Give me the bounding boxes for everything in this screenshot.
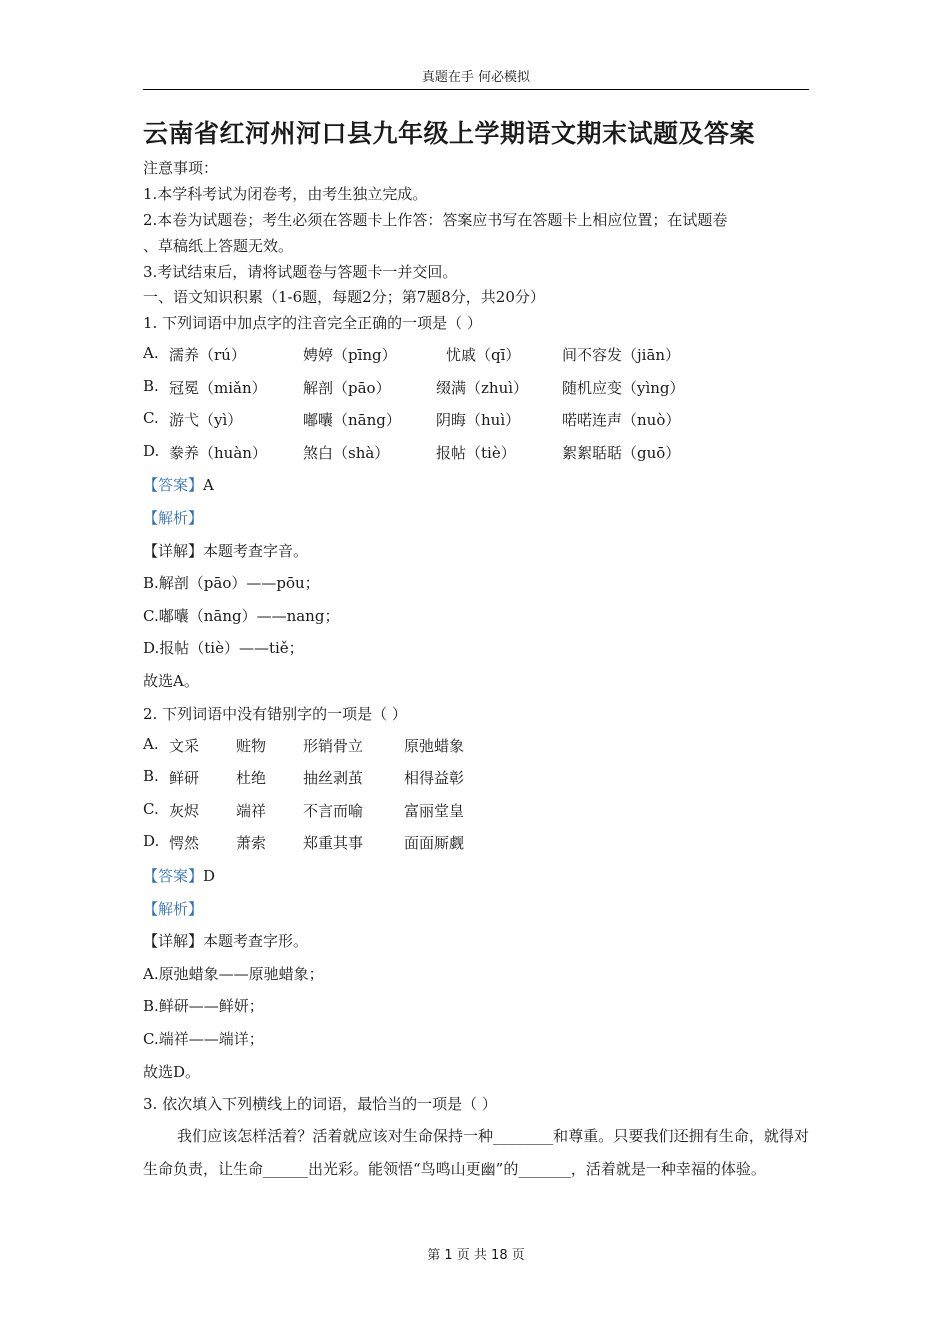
option-letter: B. [143, 377, 159, 395]
option-item: 杜绝 [236, 769, 267, 787]
q1-detail-b: B.解剖（pāo）——pōu； [143, 574, 320, 592]
option-item: 喏喏连声（nuò） [562, 411, 681, 429]
option-item: 富丽堂皇 [404, 802, 465, 820]
q2-option-a [143, 735, 809, 757]
page-footer: 第 1 页 共 18 页 [427, 1248, 525, 1263]
option-item: 濡养（rú） [169, 346, 246, 364]
q1-answer [143, 474, 214, 495]
option-item: 端祥 [236, 802, 267, 820]
q1-detail-c: C.嘟囔（nāng）——nang； [143, 607, 340, 625]
option-letter: D. [143, 442, 160, 460]
option-item: 抽丝剥茧 [303, 769, 364, 787]
option-item: 面面厮觑 [404, 834, 465, 852]
q2-stem: 2. 下列词语中没有错别字的一项是（ ） [143, 705, 407, 723]
option-item: 冠冕（miǎn） [169, 379, 267, 397]
option-item: 随机应变（yìng） [562, 379, 685, 397]
q3-stem: 3. 依次填入下列横线上的词语，最恰当的一项是（ ） [143, 1095, 497, 1113]
option-item: 赃物 [236, 737, 267, 755]
notes-label: 注意事项： [143, 159, 219, 177]
q1-analysis-tag: 【解析】 [143, 509, 204, 527]
q2-analysis-tag: 【解析】 [143, 900, 204, 918]
q2-option-d [143, 832, 809, 854]
option-item: 缀满（zhuì） [436, 379, 529, 397]
option-item: 文采 [169, 737, 200, 755]
q1-detail: 【详解】本题考查字音。 [143, 542, 309, 560]
option-item: 相得益彰 [404, 769, 465, 787]
q1-detail-d: D.报帖（tiè）——tiě； [143, 639, 304, 657]
q2-conclusion: 故选D。 [143, 1063, 201, 1081]
q1-conclusion: 故选A。 [143, 672, 199, 690]
option-item: 报帖（tiè） [436, 444, 516, 462]
header-divider [143, 89, 809, 90]
answer-value: D [203, 867, 216, 885]
option-item: 煞白（shà） [303, 444, 390, 462]
note-1: 1.本学科考试为闭卷考，由考生独立完成。 [143, 185, 428, 203]
option-item: 阴晦（huì） [436, 411, 521, 429]
note-2-line-2: 、草稿纸上答题无效。 [143, 237, 294, 255]
q2-answer [143, 865, 215, 886]
q1-option-c [143, 409, 809, 431]
section-heading: 一、语文知识积累（1-6题，每题2分；第7题8分，共20分） [143, 288, 545, 306]
q1-option-a [143, 344, 809, 366]
option-item: 絮絮聒聒（guō） [562, 444, 681, 462]
option-item: 萧索 [236, 834, 267, 852]
option-item: 郑重其事 [303, 834, 364, 852]
option-item: 灰烬 [169, 802, 200, 820]
option-item: 形销骨立 [303, 737, 364, 755]
option-item: 娉婷（pīng） [303, 346, 397, 364]
note-3: 3.考试结束后，请将试题卷与答题卡一并交回。 [143, 263, 458, 281]
option-item: 解剖（pāo） [303, 379, 391, 397]
option-item: 原弛蜡象 [404, 737, 465, 755]
option-letter: D. [143, 832, 160, 850]
option-letter: C. [143, 800, 159, 818]
q1-stem: 1. 下列词语中加点字的注音完全正确的一项是（ ） [143, 314, 482, 332]
option-item: 不言而喻 [303, 802, 364, 820]
option-item: 间不容发（jiān） [562, 346, 681, 364]
option-letter: A. [143, 735, 159, 753]
option-item: 游弋（yì） [169, 411, 243, 429]
q1-option-d [143, 442, 809, 464]
answer-value: A [203, 476, 214, 494]
note-2-line-1: 2.本卷为试题卷；考生必须在答题卡上作答：答案应书写在答题卡上相应位置；在试题卷 [143, 211, 728, 229]
q2-option-c [143, 800, 809, 822]
q2-detail: 【详解】本题考查字形。 [143, 932, 309, 950]
answer-tag: 【答案】 [143, 867, 204, 885]
q2-detail-b: B.鲜研——鲜妍； [143, 997, 264, 1015]
option-letter: B. [143, 767, 159, 785]
option-item: 嘟囔（nāng） [303, 411, 401, 429]
q2-detail-c: C.端祥——端详； [143, 1030, 264, 1048]
option-item: 豢养（huàn） [169, 444, 267, 462]
document-title: 云南省红河州河口县九年级上学期语文期末试题及答案 [143, 119, 756, 148]
answer-tag: 【答案】 [143, 476, 204, 494]
q3-passage: 我们应该怎样活着？活着就应该对生命保持一种________和尊重。只要我们还拥有生命，就得对生命负责，让生命______出光彩。能领悟“鸟鸣山更幽”的_______，活着就是一种幸福的体验。 [143, 1127, 809, 1178]
page-header: 真题在手 何必模拟 [421, 70, 531, 85]
q2-option-b [143, 767, 809, 789]
option-letter: A. [143, 344, 159, 362]
q1-option-b [143, 377, 809, 399]
option-item: 愕然 [169, 834, 200, 852]
option-letter: C. [143, 409, 159, 427]
option-item: 鲜研 [169, 769, 200, 787]
q2-detail-a: A.原弛蜡象——原驰蜡象； [143, 965, 324, 983]
option-item: 忧戚（qī） [446, 346, 521, 364]
